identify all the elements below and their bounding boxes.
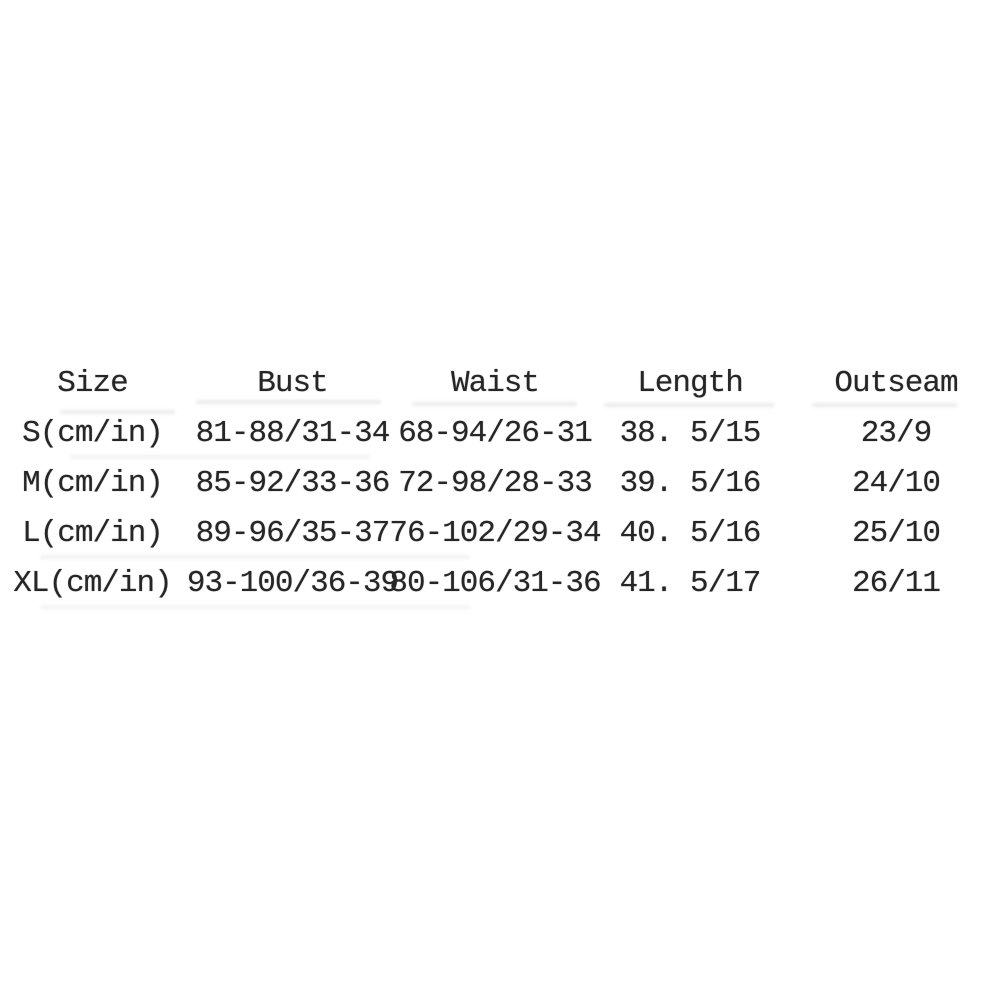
row-l-outseam-value: 25/10 bbox=[851, 515, 940, 551]
row-xl-length-value: 41. 5/17 bbox=[619, 565, 761, 601]
row-xl-size-label: XL(cm/in) bbox=[13, 565, 172, 601]
scan-smudge bbox=[812, 403, 957, 407]
row-s-bust-value: 81-88/31-34 bbox=[195, 415, 390, 451]
column-header-length: Length bbox=[637, 365, 743, 401]
scan-smudge bbox=[40, 555, 470, 559]
row-m-waist-value: 72-98/28-33 bbox=[398, 465, 592, 501]
row-s-length-value: 38. 5/15 bbox=[619, 415, 761, 451]
column-header-size: Size bbox=[57, 365, 128, 401]
scan-smudge bbox=[412, 402, 577, 406]
column-header-bust: Bust bbox=[257, 365, 328, 401]
scan-smudge bbox=[70, 455, 370, 459]
row-s-outseam-value: 23/9 bbox=[860, 415, 932, 451]
size-chart-table bbox=[0, 358, 1002, 608]
row-l-size-label: L(cm/in) bbox=[22, 515, 163, 551]
scan-smudge bbox=[196, 400, 381, 404]
row-m-outseam-value: 24/10 bbox=[851, 465, 940, 501]
scan-smudge bbox=[40, 605, 470, 609]
row-l-length-value: 40. 5/16 bbox=[619, 515, 761, 551]
row-xl-outseam-value: 26/11 bbox=[851, 565, 940, 601]
scan-smudge bbox=[60, 410, 175, 414]
column-header-outseam: Outseam bbox=[834, 365, 958, 401]
row-l-bust-value: 89-96/35-37 bbox=[195, 515, 390, 551]
scan-smudge bbox=[604, 403, 774, 407]
row-m-size-label: M(cm/in) bbox=[22, 465, 163, 501]
row-xl-bust-value: 93-100/36-39 bbox=[186, 565, 399, 601]
row-xl-waist-value: 80-106/31-36 bbox=[389, 565, 601, 601]
row-m-bust-value: 85-92/33-36 bbox=[195, 465, 390, 501]
row-l-waist-value: 76-102/29-34 bbox=[389, 515, 601, 551]
column-header-waist: Waist bbox=[450, 365, 539, 401]
row-s-waist-value: 68-94/26-31 bbox=[398, 415, 592, 451]
row-s-size-label: S(cm/in) bbox=[22, 415, 163, 451]
row-m-length-value: 39. 5/16 bbox=[619, 465, 761, 501]
